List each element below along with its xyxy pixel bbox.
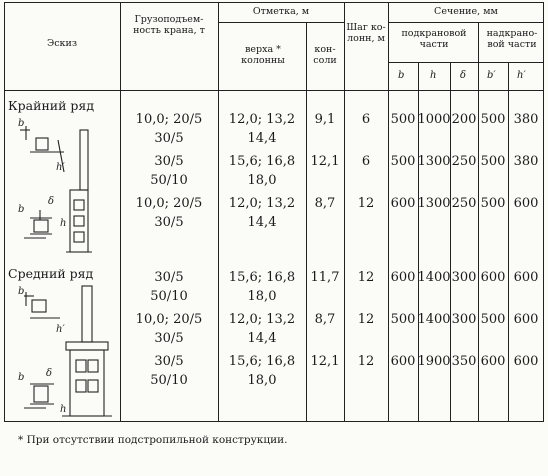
sketch-middle-column-elevation [62, 286, 112, 416]
header-elevation-top: верха * колонны [241, 44, 285, 66]
sketch-edge-column-2 [18, 196, 66, 238]
cell-h-prime: 600 [513, 312, 539, 327]
cell-h-prime: 380 [513, 112, 539, 127]
sketch-edge-column-1 [18, 118, 65, 173]
section-middle-row: Средний ряд [8, 266, 94, 281]
cell-delta: 300 [451, 270, 477, 285]
header-elevation: Отметка, м [252, 6, 310, 17]
cell-elevation-top: 18,0 [247, 173, 277, 188]
cell-capacity: 30/5 [154, 331, 184, 346]
cell-b: 500 [390, 312, 416, 327]
sketch-middle-column-1 [18, 286, 65, 335]
header-section-upper: надкрано-вой части [486, 28, 538, 50]
cell-elevation-top: 12,0; 13,2 [228, 196, 296, 211]
symbol-h: h [430, 70, 437, 81]
cell-h-prime: 600 [513, 354, 539, 369]
cell-elevation-console: 12,1 [310, 154, 340, 169]
sketch-label-h-prime: h′ [56, 162, 65, 173]
header-elevation-console: кон-соли [313, 44, 337, 66]
footnote: * При отсутствии подстропильной конструкции. [18, 434, 288, 446]
sketch-label-b: b [18, 372, 25, 383]
cell-capacity: 50/10 [150, 289, 188, 304]
cell-capacity: 30/5 [154, 270, 184, 285]
sketch-label-delta: δ [46, 368, 53, 379]
cell-capacity: 10,0; 20/5 [135, 312, 203, 327]
cell-h: 1000 [417, 112, 451, 127]
cell-delta: 300 [451, 312, 477, 327]
cell-elevation-top: 14,4 [247, 331, 277, 346]
header-spacing: Шаг ко-лонн, м [346, 22, 386, 44]
cell-h: 1300 [417, 196, 451, 211]
cell-b: 500 [390, 112, 416, 127]
cell-capacity: 50/10 [150, 173, 188, 188]
cell-elevation-console: 12,1 [310, 354, 340, 369]
cell-h-prime: 600 [513, 270, 539, 285]
header-capacity: Грузоподъем-ность крана, т [133, 14, 205, 36]
cell-capacity: 50/10 [150, 373, 188, 388]
sketch-label-delta: δ [48, 196, 55, 207]
cell-h-prime: 600 [513, 196, 539, 211]
cell-spacing: 6 [361, 112, 371, 127]
cell-h: 1900 [417, 354, 451, 369]
cell-h: 1300 [417, 154, 451, 169]
section-edge-row: Крайний ряд [8, 98, 95, 113]
cell-spacing: 6 [361, 154, 371, 169]
cell-b-prime: 500 [480, 196, 506, 211]
symbol-h-prime: h′ [517, 70, 526, 81]
cell-elevation-top: 14,4 [247, 215, 277, 230]
cell-elevation-console: 8,7 [314, 196, 336, 211]
cell-elevation-console: 11,7 [310, 270, 340, 285]
cell-delta: 250 [451, 154, 477, 169]
cell-spacing: 12 [357, 270, 375, 285]
cell-b: 500 [390, 154, 416, 169]
cell-elevation-top: 18,0 [247, 373, 277, 388]
cell-spacing: 12 [357, 312, 375, 327]
cell-b-prime: 500 [480, 312, 506, 327]
cell-h-prime: 380 [513, 154, 539, 169]
cell-capacity: 10,0; 20/5 [135, 196, 203, 211]
cell-h: 1400 [417, 270, 451, 285]
cell-capacity: 10,0; 20/5 [135, 112, 203, 127]
cell-capacity: 30/5 [154, 131, 184, 146]
sketch-label-h: h [60, 404, 67, 415]
cell-delta: 200 [451, 112, 477, 127]
cell-elevation-console: 8,7 [314, 312, 336, 327]
sketch-edge-column-elevation [66, 130, 92, 252]
header-section-lower: подкрановой части [401, 28, 467, 50]
cell-capacity: 30/5 [154, 154, 184, 169]
sketch-label-h: h [60, 218, 67, 229]
sketch-middle-column-2 [18, 368, 66, 415]
sketch-label-h-prime: h′ [56, 324, 65, 335]
cell-elevation-top: 15,6; 16,8 [228, 270, 296, 285]
cell-b: 600 [390, 270, 416, 285]
cell-capacity: 30/5 [154, 354, 184, 369]
cell-h: 1400 [417, 312, 451, 327]
symbol-b-prime: b′ [487, 70, 496, 81]
cell-elevation-top: 15,6; 16,8 [228, 154, 296, 169]
cell-b-prime: 500 [480, 112, 506, 127]
cell-delta: 250 [451, 196, 477, 211]
cell-elevation-top: 14,4 [247, 131, 277, 146]
cell-b-prime: 600 [480, 270, 506, 285]
cell-b-prime: 500 [480, 154, 506, 169]
cell-elevation-top: 15,6; 16,8 [228, 354, 296, 369]
cell-b: 600 [390, 196, 416, 211]
cell-capacity: 30/5 [154, 215, 184, 230]
header-sketch: Эскиз [46, 38, 78, 49]
symbol-delta: δ [460, 70, 467, 81]
cell-elevation-top: 12,0; 13,2 [228, 112, 296, 127]
cell-delta: 350 [451, 354, 477, 369]
header-section: Сечение, мм [434, 6, 498, 17]
symbol-b: b [398, 70, 405, 81]
cell-elevation-top: 12,0; 13,2 [228, 312, 296, 327]
cell-b-prime: 600 [480, 354, 506, 369]
sketch-label-b: b [18, 286, 25, 297]
cell-elevation-console: 9,1 [314, 112, 336, 127]
cell-spacing: 12 [357, 196, 375, 211]
cell-b: 600 [390, 354, 416, 369]
sketch-label-b: b [18, 204, 25, 215]
sketch-label-b: b [18, 118, 25, 129]
cell-spacing: 12 [357, 354, 375, 369]
cell-elevation-top: 18,0 [247, 289, 277, 304]
